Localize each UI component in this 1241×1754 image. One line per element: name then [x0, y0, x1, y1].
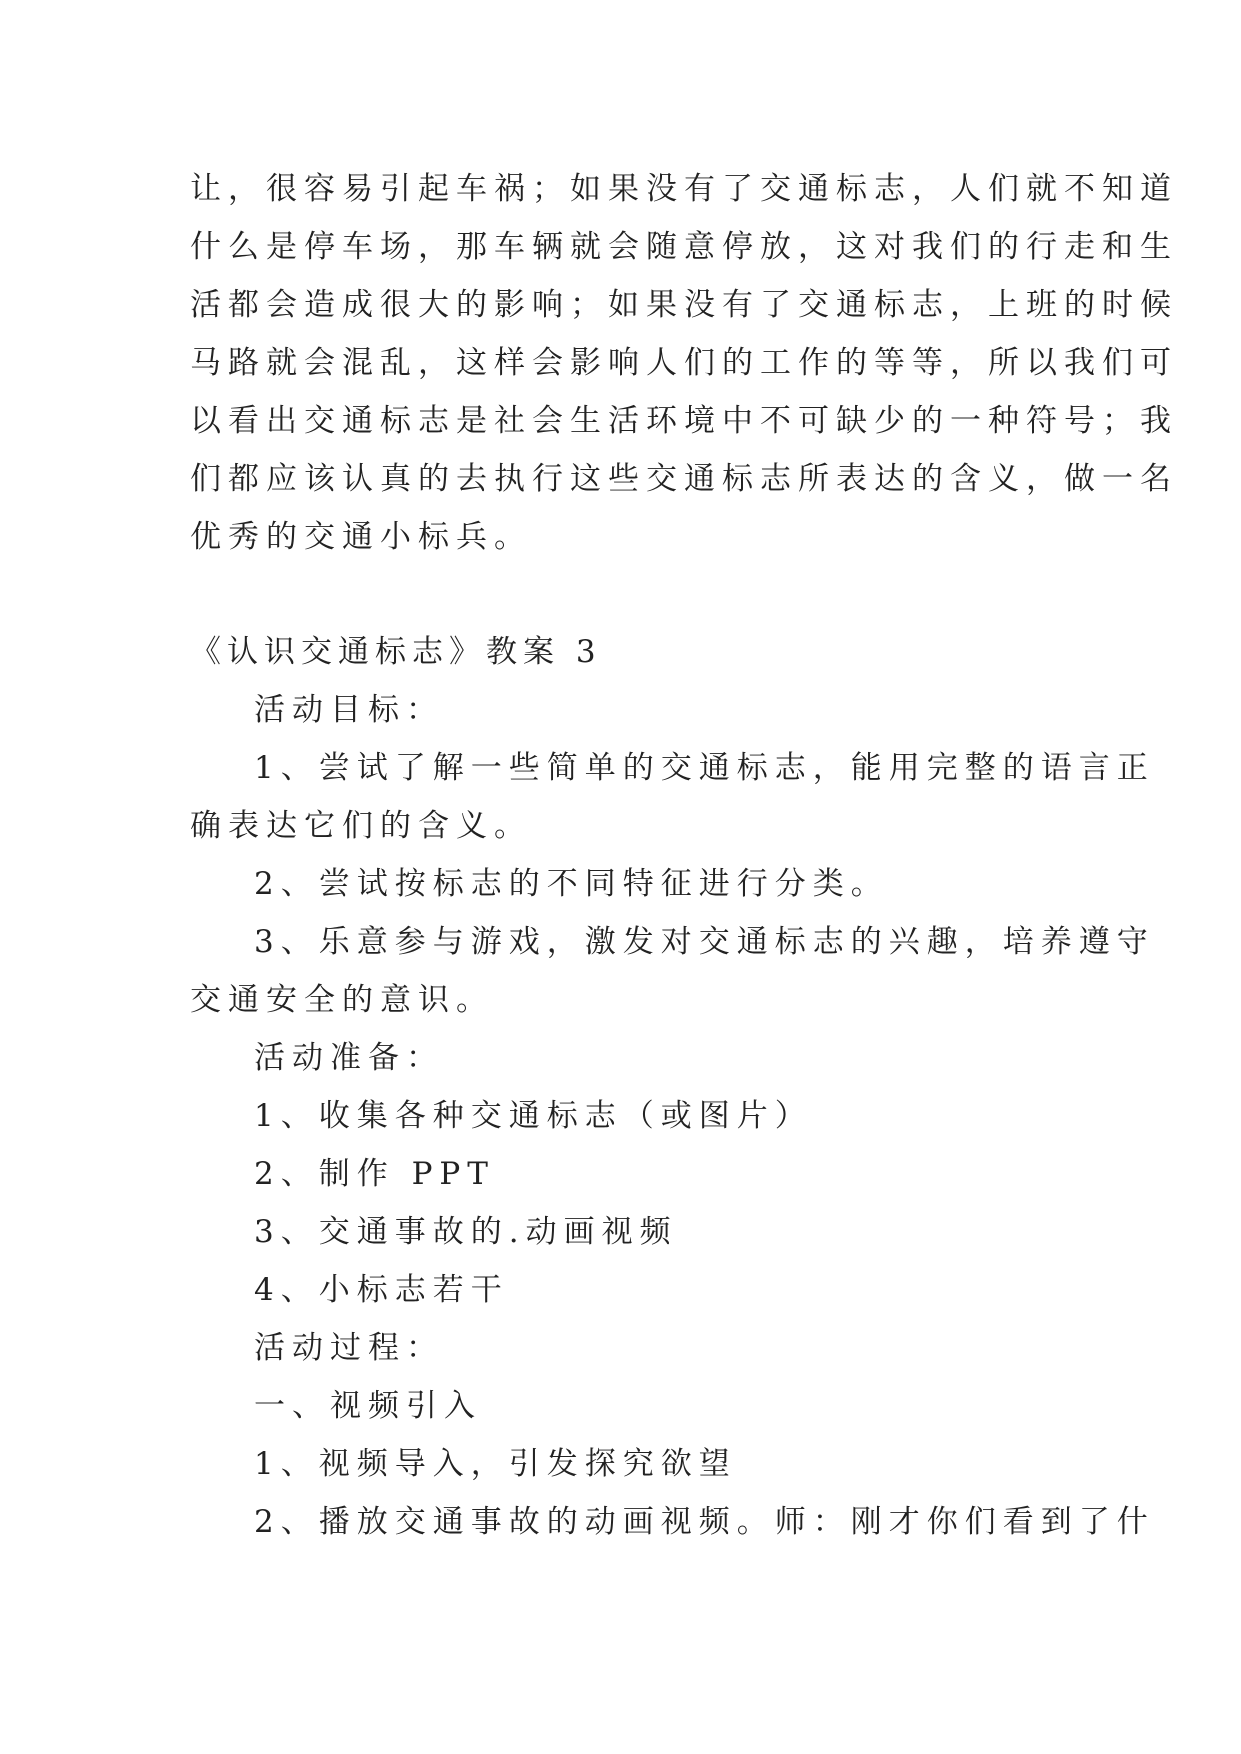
process-heading: 活动过程： [254, 1330, 444, 1366]
process-part-1: 一、视频引入 [254, 1388, 482, 1424]
section-spacer [190, 566, 1070, 623]
prep-item-2: 2、制作 PPT [254, 1156, 495, 1192]
paragraph-line: 以看出交通标志是社会生活环境中不可缺少的一种符号；我 [190, 403, 1178, 439]
goal-item-3-continued: 交通安全的意识。 [190, 982, 494, 1018]
process-item-2: 2、播放交通事故的动画视频。师：刚才你们看到了什 [254, 1504, 1155, 1540]
paragraph-line: 让，很容易引起车祸；如果没有了交通标志，人们就不知道 [190, 171, 1178, 207]
goal-item-3: 3、乐意参与游戏，激发对交通标志的兴趣，培养遵守 [254, 924, 1155, 960]
paragraph-line: 优秀的交通小标兵。 [190, 519, 532, 555]
paragraph-line: 活都会造成很大的影响；如果没有了交通标志，上班的时候 [190, 287, 1178, 323]
paragraph-line: 们都应该认真的去执行这些交通标志所表达的含义，做一名 [190, 461, 1178, 497]
prep-heading: 活动准备： [254, 1040, 444, 1076]
prep-item-1: 1、收集各种交通标志（或图片） [254, 1098, 813, 1134]
goal-item-2: 2、尝试按标志的不同特征进行分类。 [254, 866, 889, 902]
goal-item-1-continued: 确表达它们的含义。 [190, 808, 532, 844]
goals-heading: 活动目标： [254, 692, 444, 728]
process-item-1: 1、视频导入，引发探究欲望 [254, 1446, 737, 1482]
paragraph-line: 马路就会混乱，这样会影响人们的工作的等等，所以我们可 [190, 345, 1178, 381]
section-title: 《认识交通标志》教案 3 [190, 634, 602, 670]
paragraph-line: 什么是停车场，那车辆就会随意停放，这对我们的行走和生 [190, 229, 1178, 265]
goal-item-1: 1、尝试了解一些简单的交通标志，能用完整的语言正 [254, 750, 1155, 786]
prep-item-3: 3、交通事故的.动画视频 [254, 1214, 678, 1250]
prep-item-4: 4、小标志若干 [254, 1272, 509, 1308]
document-body [190, 160, 1178, 1551]
